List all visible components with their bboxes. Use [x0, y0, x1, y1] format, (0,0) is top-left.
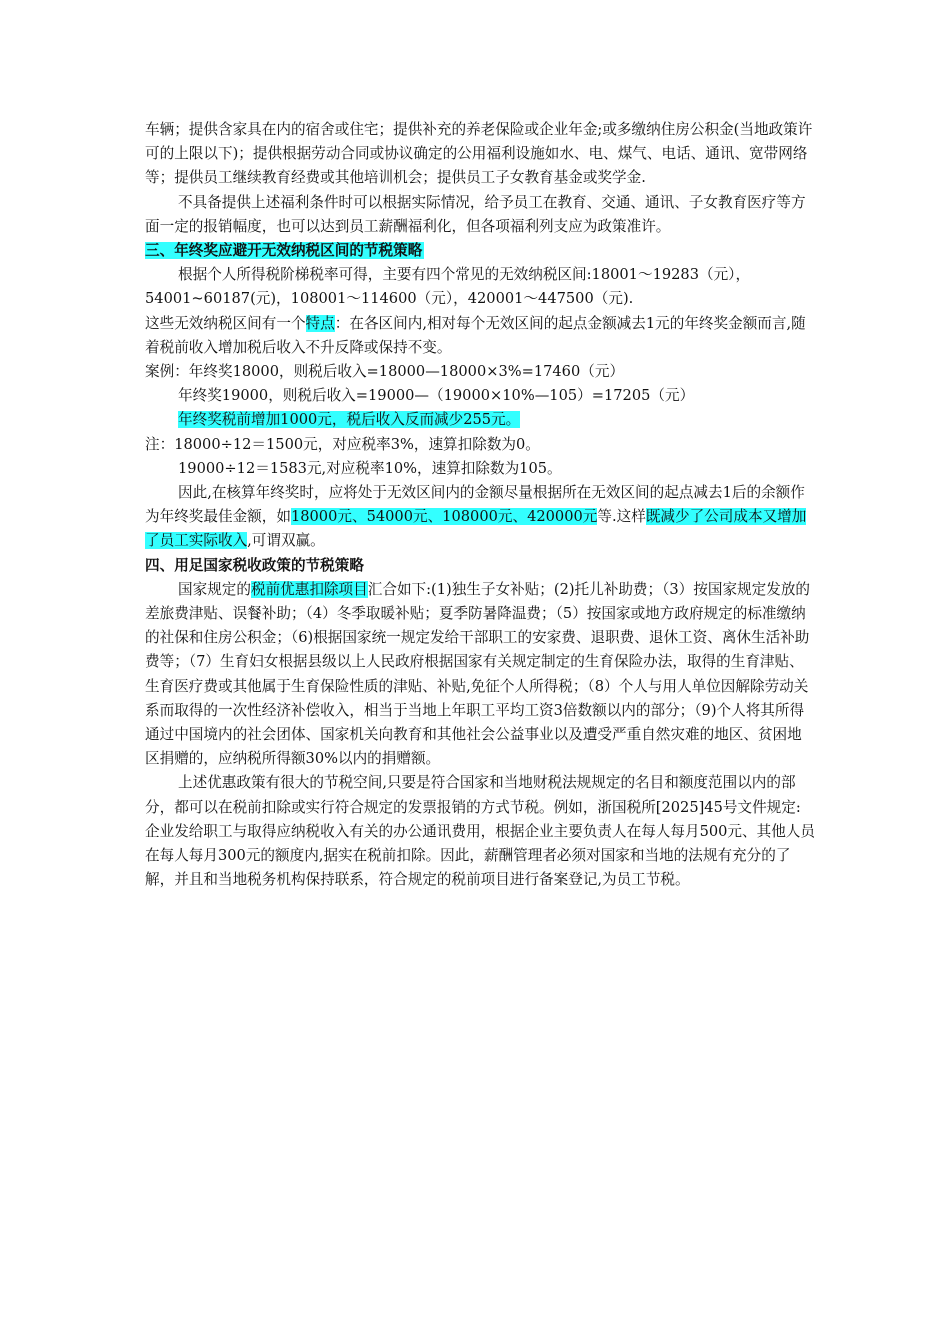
paragraph-benefits-list: 车辆；提供含家具在内的宿舍或住宅；提供补充的养老保险或企业年金;或多缴纳住房公积金(当地政策许可的上限以下)；提供根据劳动合同或协议确定的公用福利设施如水、电、煤气、电话、通讯、宽带网络等；提供员工继续教育经费或其他培训机会；提供员工子女教育基金或奖学金. [145, 121, 813, 187]
example-line-3-highlight: 年终奖税前增加1000元，税后收入反而减少255元。 [178, 411, 521, 429]
conclusion-text-c: ,可谓双赢。 [247, 532, 325, 550]
paragraph-reimbursement: 不具备提供上述福利条件时可以根据实际情况，给予员工在教育、交通、通讯、子女教育医疗等方面一定的报销幅度，也可以达到员工薪酬福利化，但各项福利列支应为政策准许。 [145, 193, 806, 235]
section-heading-3 [145, 239, 815, 263]
section-heading-4: 四、用足国家税收政策的节税策略 [145, 556, 364, 574]
paragraph-conclusion [145, 481, 815, 554]
example-line-2: 年终奖19000，则税后收入=19000—（19000×10%—105）=17205（元） [178, 387, 695, 405]
section-heading-3-text: 三、年终奖应避开无效纳税区间的节税策略 [145, 242, 423, 260]
paragraph-feature [145, 312, 815, 360]
feature-highlight: 特点 [305, 314, 335, 332]
note-line-1: 注：18000÷12＝1500元，对应税率3%，速算扣除数为0。 [145, 435, 540, 453]
deductions-text-b: 汇合如下:(1)独生子女补贴；(2)托儿补助费；（3）按国家规定发放的差旅费津贴、误餐补助；（4）冬季取暖补贴；夏季防暑降温费；（5）按国家或地方政府规定的标准缴纳的社保和住房公积金；（6)根据国家统一规定发给干部职工的安家费、退职费、退休工资、离休生活补助费等；（7）生育妇女根据县级以上人民政府根据国家有关规定制定的生育保险办法，取得的生育津贴、生育医疗费或其他属于生育保险性质的津贴、补贴,免征个人所得税；（8）个人与用人单位因解除劳动关系而取得的一次性经济补偿收入，相当于当地上年职工平均工资3倍数额以内的部分；（9)个人将其所得通过中国境内的社会团体、国家机关向教育和其他社会公益事业以及遭受严重自然灾难的地区、贫困地区捐赠的，应纳税所得额30%以内的捐赠额。 [145, 580, 811, 768]
conclusion-highlight-amounts: 18000元、54000元、108000元、420000元 [290, 508, 598, 526]
conclusion-highlight-benefit: 既减少了公司成本又增加了员工实际收入 [145, 508, 807, 550]
deductions-text-a: 国家规定的 [178, 580, 251, 598]
example-line-3 [145, 408, 815, 432]
document-page [145, 118, 815, 893]
feature-text-b: ：在各区间内,相对每个无效区间的起点金额减去1元的年终奖金额而言,随着税前收入增加税后收入不升反降或保持不变。 [145, 314, 806, 356]
example-line-1: 案例：年终奖18000，则税后收入=18000—18000×3%=17460（元） [145, 363, 625, 381]
paragraph-invalid-ranges: 根据个人所得税阶梯税率可得，主要有四个常见的无效纳税区间:18001～19283（元），54001~60187(元)，108001～114600（元），420001～447500（元). [145, 266, 751, 308]
paragraph-policy-space: 上述优惠政策有很大的节税空间,只要是符合国家和当地财税法规规定的名目和额度范围以内的部分，都可以在税前扣除或实行符合规定的发票报销的方式节税。例如，浙国税所[2025]45号文件规定:企业发给职工与取得应纳税收入有关的办公通讯费用，根据企业主要负责人在每人每月500元、其他人员在每人每月300元的额度内,据实在税前扣除。因此，薪酬管理者必须对国家和当地的法规有充分的了解，并且和当地税务机构保持联系，符合规定的税前项目进行备案登记,为员工节税。 [145, 774, 815, 889]
feature-text-a: 这些无效纳税区间有一个 [145, 314, 306, 332]
deductions-highlight: 税前优惠扣除项目 [250, 580, 368, 598]
note-line-2: 19000÷12＝1583元,对应税率10%，速算扣除数为105。 [178, 459, 562, 477]
paragraph-deductions [145, 578, 815, 772]
conclusion-text-a: 因此,在核算年终奖时，应将处于无效区间内的金额尽量根据所在无效区间的起点减去1后的余额作为年终奖最佳金额，如 [145, 484, 805, 526]
conclusion-text-b: 等.这样 [597, 508, 646, 526]
